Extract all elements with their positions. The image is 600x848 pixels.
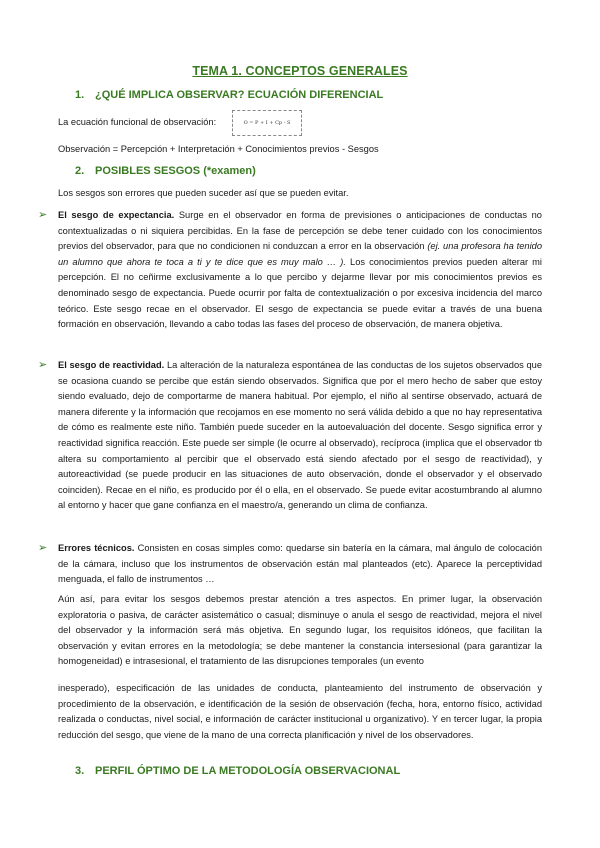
equation-label: La ecuación funcional de observación: (58, 117, 217, 127)
equation-image: O = P + I + Cp - S (232, 110, 302, 136)
section-2-title: POSIBLES SESGOS (*examen) (95, 165, 256, 177)
section-1-title: ¿QUÉ IMPLICA OBSERVAR? ECUACIÓN DIFERENCIAL (95, 89, 384, 101)
list-item-body-continued: Los conocimientos previos pueden alterar mi percepción. El no ceñirme exclusivamente a lo que percibo y dejarme llevar por mis conocimientos previos es denominado sesgo de expectancia. Puede ocurrir por falta de contextualización o por excesiva incidencia del marco teórico. Este sesgo recae en el observador. El sesgo de expectancia se puede evitar a través de una buena formación en observación, llevando a cabo todas las fases del proceso de observación, de manera objetiva. (58, 256, 542, 330)
list-item-lead: El sesgo de reactividad. (58, 360, 165, 370)
arrow-right-icon: ➢ (38, 359, 48, 371)
section-3-heading (75, 765, 400, 777)
list-item-example: (ej. una profesora ha tenido un alumno que ahora te toca a ti y te dice que es muy malo … ). (58, 241, 542, 267)
arrow-right-icon: ➢ (38, 209, 48, 221)
section-3-number: 3. (75, 765, 85, 777)
section-2-heading (75, 165, 256, 177)
list-item-text (58, 541, 542, 588)
document-title: TEMA 1. CONCEPTOS GENERALES (192, 64, 408, 78)
list-item-text (58, 208, 542, 333)
list-item-text (58, 358, 542, 514)
list-item-lead: El sesgo de expectancia. (58, 210, 175, 220)
section-1-heading (75, 89, 383, 101)
section-2-number: 2. (75, 165, 85, 177)
equation-line (58, 110, 542, 138)
list-item-body: Surge en el observador en forma de previsiones o anticipaciones de conductas no contextualizadas o ni siquiera percibidas. En la fase de percepción se debe tener cuidado con los conocimientos previos del observador, para que no condicionen ni conduzcan a error en la observación (58, 210, 542, 252)
closing-paragraph-continued: inesperado), especificación de las unidades de conducta, planteamiento del instrumento de observación y procedimiento de la observación, e identificación de la sesión de observación (fecha, hora, entorno físico, actividad realizada o conductas, nivel social, e información de carácter institucional u organizativo). Y en tercer lugar, la propia reducción del sesgo, que viene de la mano de una correcta planificación y nivel de los observadores. (58, 683, 542, 740)
section-2-intro: Los sesgos son errores que pueden suceder así que se pueden evitar. (58, 188, 349, 198)
list-item-body: Consisten en cosas simples como: quedarse sin batería en la cámara, mal ángulo de colocación de la cámara, incluso que los instrumentos de observación están mal planteados (etc). Aparece la perceptividad menguada, el fallo de instrumentos … (58, 543, 542, 585)
list-item-body: La alteración de la naturaleza espontánea de las conductas de los sujetos observados que se ocasiona cuando se percibe que están siendo observados. Significa que por el mero hecho de saber que estoy siendo evaluado, dejo de comportarme de manera habitual. Por ejemplo, el niño al sentirse observado, actuará de manera diferente y la información que recojamos en ese momento no será válida debido a que no hay representativa de cómo es realmente este niño. También puede suceder en la autoevaluación del docente. Sesgo significa error y reactividad significa reacción. Este puede ser simple (le ocurre al observado), recíproca (implica que el observador tb altera su comportamiento al percibir que el observado está siendo afectado por el sesgo de reactividad), y autoreactividad (se puede producir en las situaciones de auto observación, donde el observador y el observado coinciden). Recae en el niño, es producido por él o ella, en el observado. Se puede evitar acostumbrando al alumno al entorno y hacer que gane confianza en el maestro/a, generando un clima de confianza. (58, 360, 542, 511)
arrow-right-icon: ➢ (38, 542, 48, 554)
closing-paragraph: Aún así, para evitar los sesgos debemos prestar atención a tres aspectos. En primer lugar, la observación exploratoria o pasiva, de carácter asistemático o casual; disminuye o anula el sesgo de reactividad, mejora el nivel del observador y la información será más objetiva. En segundo lugar, los requisitos idóneos, que facilitan la observación y evitan errores en la metodología; se debe mantener la constancia intersesional (para garantizar la homogeneidad) e intrasesional, el tratamiento de las disrupciones temporales (un evento (58, 594, 542, 667)
list-item-lead: Errores técnicos. (58, 543, 135, 553)
section-1-number: 1. (75, 89, 85, 101)
observation-definition: Observación = Percepción + Interpretación + Conocimientos previos - Sesgos (58, 144, 379, 154)
section-3-title: PERFIL ÓPTIMO DE LA METODOLOGÍA OBSERVACIONAL (95, 765, 401, 777)
